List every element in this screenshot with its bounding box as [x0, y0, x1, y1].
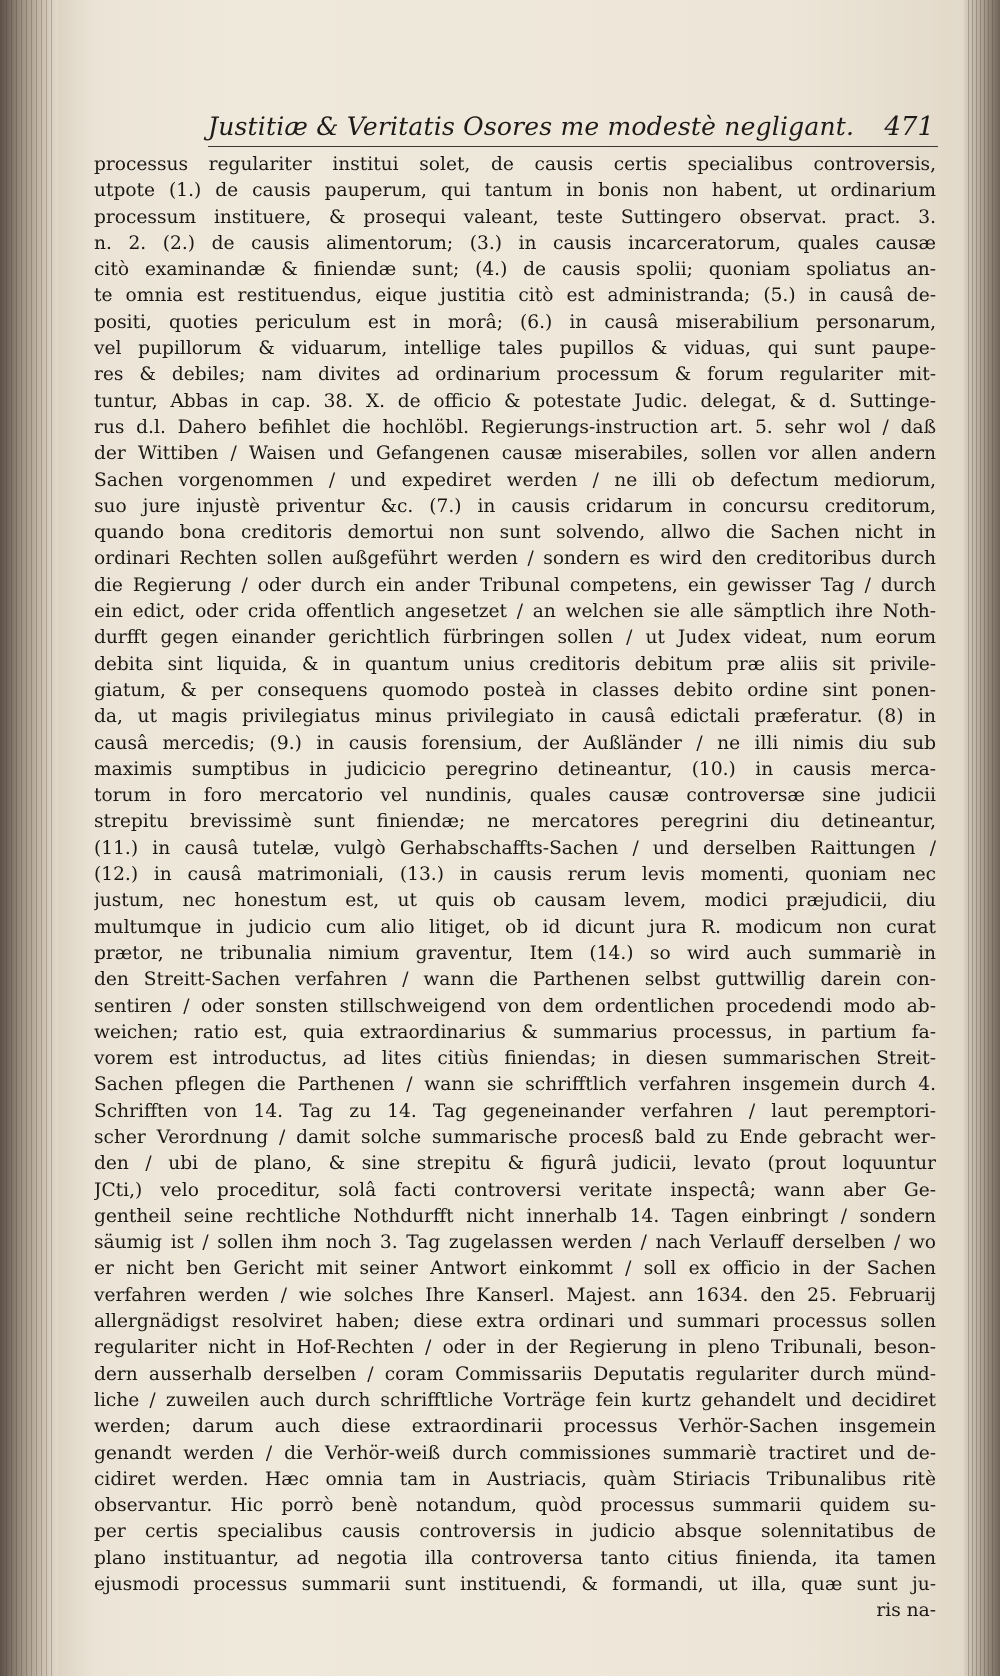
text-line: werden; darum auch diese extraordinarii processus Verhör-Sachen insgemein [94, 1416, 936, 1438]
text-line: debita sint liquida, & in quantum unius creditoris debitum præ aliis sit privile- [94, 653, 936, 675]
text-line: die Regierung / oder durch ein ander Tribunal competens, ein gewisser Tag / durch [94, 574, 936, 596]
text-line: observantur. Hic porrò benè notandum, quòd processus summarii quidem su- [94, 1495, 936, 1517]
text-line: der Wittiben / Waisen und Gefangenen causæ miserabiles, sollen vor allen andern [94, 443, 936, 465]
text-line: positi, quoties periculum est in morâ; (6.) in causâ miserabilium personarum, [94, 311, 936, 333]
text-line: da, ut magis privilegiatus minus privilegiato in causâ edictali præferatur. (8) in [94, 706, 936, 728]
text-line: strepitu brevissimè sunt finiendæ; ne mercatores peregrini diu detineantur, [94, 811, 936, 833]
text-line: tuntur, Abbas in cap. 38. X. de officio & potestate Judic. delegat, & d. Suttinge- [94, 390, 936, 412]
text-line: Sachen pflegen die Parthenen / wann sie schrifftlich verfahren insgemein durch 4. [94, 1074, 936, 1096]
text-line: ein edict, oder crida offentlich angesetzet / an welchen sie alle sämptlich ihre Noth- [94, 601, 936, 623]
running-head: Justitiæ & Veritatis Osores me modestè negligant. [208, 112, 855, 141]
text-line: weichen; ratio est, quia extraordinarius & summarius processus, in partium fa- [94, 1021, 936, 1043]
text-line: regulariter nicht in Hof-Rechten / oder in der Regierung in pleno Tribunali, beson- [94, 1337, 936, 1359]
text-line: cidiret werden. Hæc omnia tam in Austriacis, quàm Stiriacis Tribunalibus ritè [94, 1468, 936, 1490]
text-line: gentheil seine rechtliche Nothdurfft nicht innerhalb 14. Tagen einbringt / sondern [94, 1205, 936, 1227]
text-line: plano instituantur, ad negotia illa controversa tanto citius finienda, ita tamen [94, 1547, 936, 1569]
page-number: 471 [884, 112, 934, 142]
text-line: den Streitt-Sachen verfahren / wann die Parthenen selbst guttwillig darein con- [94, 969, 936, 991]
text-line: quando bona creditoris demortui non sunt solvendo, allwo die Sachen nicht in [94, 522, 936, 544]
text-line: maximis sumptibus in judicicio peregrino detineantur, (10.) in causis merca- [94, 758, 936, 780]
text-line: allergnädigst resolviret haben; diese extra ordinari und summari processus sollen [94, 1311, 936, 1333]
text-line: ris na- [876, 1600, 936, 1622]
text-line: multumque in judicio cum alio litiget, ob id dicunt jura R. modicum non curat [94, 916, 936, 938]
text-line: durfft gegen einander gerichtlich fürbringen sollen / ut Judex videat, num eorum [94, 627, 936, 649]
text-line: dern ausserhalb derselben / coram Commissariis Deputatis regulariter durch münd- [94, 1363, 936, 1385]
text-line: per certis specialibus causis controversis in judicio absque solennitatibus de [94, 1521, 936, 1543]
text-line: den / ubi de plano, & sine strepitu & figurâ judicii, levato (prout loquuntur [94, 1153, 936, 1175]
text-line: justum, nec honestum est, ut quis ob causam levem, modici præjudicii, diu [94, 890, 936, 912]
text-line: scher Verordnung / damit solche summarische procesß bald zu Ende gebracht wer- [94, 1126, 936, 1148]
text-line: te omnia est restituendus, eique justitia citò est administranda; (5.) in causâ de- [94, 285, 936, 307]
text-line: torum in foro mercatorio vel nundinis, quales causæ controversæ sine judicii [94, 785, 936, 807]
text-line: JCti,) velo proceditur, solâ facti controversi veritate inspectâ; wann aber Ge- [94, 1179, 936, 1201]
text-line: er nicht ben Gericht mit seiner Antwort einkommt / soll ex officio in der Sachen [94, 1258, 936, 1280]
text-line: genandt werden / die Verhör-weiß durch commissiones summariè tractiret und de- [94, 1442, 936, 1464]
text-line: sentiren / oder sonsten stillschweigend von dem ordentlichen procedendi modo ab- [94, 995, 936, 1017]
text-line: processus regulariter institui solet, de causis certis specialibus controversis, [94, 154, 936, 175]
text-line: (12.) in causâ matrimoniali, (13.) in causis rerum levis momenti, quoniam nec [94, 864, 936, 886]
text-line: ejusmodi processus summarii sunt instituendi, & formandi, ut illa, quæ sunt ju- [94, 1574, 936, 1596]
right-page-stack-lines [968, 0, 996, 1676]
text-line: giatum, & per consequens quomodo posteà in classes debito ordine sint ponen- [94, 679, 936, 701]
text-line: verfahren werden / wie solches Ihre Kanserl. Majest. ann 1634. den 25. Februarij [94, 1284, 936, 1306]
text-line: (11.) in causâ tutelæ, vulgò Gerhabschaffts-Sachen / und derselben Raittungen / [94, 837, 936, 859]
text-line: rus d.l. Dahero befihlet die hochlöbl. Regierungs-instruction art. 5. sehr wol / daß [94, 416, 936, 438]
text-line: n. 2. (2.) de causis alimentorum; (3.) in causis incarceratorum, quales causæ [94, 232, 936, 254]
text-line: Schrifften von 14. Tag zu 14. Tag gegeneinander verfahren / laut peremptori- [94, 1100, 936, 1122]
text-line: suo jure injustè priventur &c. (7.) in causis cridarum in concursu creditorum, [94, 495, 936, 517]
text-line: prætor, ne tribunalia nimium graventur, Item (14.) so wird auch summariè in [94, 942, 936, 964]
text-line: Sachen vorgenommen / und expediret werden / ne illi ob defectum mediorum, [94, 469, 936, 491]
right-page-stack [964, 0, 1000, 1676]
left-page-edge [0, 0, 60, 1676]
text-line: liche / zuweilen auch durch schrifftliche Vorträge fein kurtz gehandelt und decidiret [94, 1389, 936, 1411]
text-line: vorem est introductus, ad lites citiùs finiendas; in diesen summarischen Streit- [94, 1048, 936, 1070]
page-header [208, 110, 938, 147]
text-line: causâ mercedis; (9.) in causis forensium, der Außländer / ne illi nimis diu sub [94, 732, 936, 754]
text-line: citò examinandæ & finiendæ sunt; (4.) de causis spolii; quoniam spoliatus an- [94, 259, 936, 281]
left-page-stack-lines [6, 0, 54, 1676]
text-line: res & debiles; nam divites ad ordinarium processum & forum regulariter mit- [94, 364, 936, 386]
body-text [94, 152, 936, 1625]
book-page [58, 0, 964, 1676]
text-line: utpote (1.) de causis pauperum, qui tantum in bonis non habent, ut ordinarium [94, 180, 936, 202]
text-line: processum instituere, & prosequi valeant, teste Suttingero observat. pract. 3. [94, 206, 936, 228]
text-line: säumig ist / sollen ihm noch 3. Tag zugelassen werden / nach Verlauff derselben / wo [94, 1232, 936, 1254]
text-line: ordinari Rechten sollen außgeführt werden / sondern es wird den creditoribus durch [94, 548, 936, 570]
text-line: vel pupillorum & viduarum, intellige tales pupillos & viduas, qui sunt paupe- [94, 338, 936, 360]
